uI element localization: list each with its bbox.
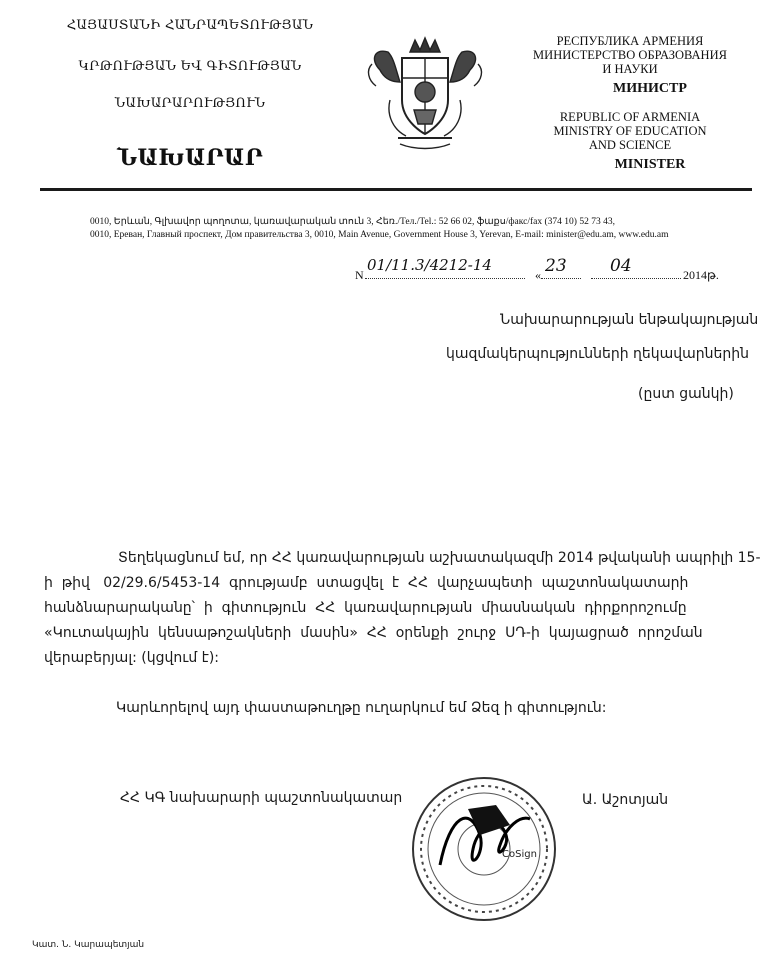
header-ru-line2: МИНИСТЕРСТВО ОБРАЗОВАНИЯ [533,48,727,62]
header-ru-line1: РЕСПУБЛИКА АРМЕНИЯ [556,34,704,48]
recipient-line2: կազմակերպությունների ղեկավարներին [446,346,750,362]
body-p1-line3: հանձնարարականը՝ ի գիտություն ՀՀ կառավարության միասնական դիրքորոշումը [44,600,687,616]
reference-year: 2014թ. [683,268,719,282]
header-en-line2: MINISTRY OF EDUCATION [553,124,707,138]
reference-number-underline [365,278,525,279]
reference-month: 04 [610,256,632,276]
header-right [530,34,730,172]
header-en-title: MINISTER [614,157,686,172]
signature-name: Ա. Աշոտյան [582,792,669,808]
reference-date-prefix: « [535,268,541,282]
body-p1-line4: «Կուտակային կենսաթոշակների մասին» ՀՀ օրենքի շուրջ ՍԴ-ի կայացրած որոշման [44,625,703,641]
header-divider [40,188,752,191]
reference-month-underline [591,278,681,279]
header-en-line3: AND SCIENCE [588,138,672,152]
body-p1-line5: վերաբերյալ: (կցվում է): [44,650,220,666]
reference-day-underline [541,278,581,279]
header-left-line3: ՆԱԽԱՐԱՐՈՒԹՅՈՒՆ [114,96,266,111]
coat-of-arms-emblem [360,30,490,160]
header-ru-title: МИНИСТР [613,81,687,96]
executor-note: Կատ. Ն. Կարապետյան [32,940,145,950]
body-p1-line1: Տեղեկացնում եմ, որ ՀՀ կառավարության աշխատակազմի 2014 թվականի ապրիլի 15- [118,550,761,566]
signature-position: ՀՀ ԿԳ նախարարի պաշտոնակատար [120,790,403,806]
address-line2: 0010, Ереван, Главный проспект, Дом правительства 3, 0010, Main Avenue, Government House 3, Yerevan, E-mail: minister@edu.am, www.edu.am [90,230,669,240]
reference-prefix: N [355,268,364,282]
body-paragraph-1 [44,546,761,671]
recipient-line3: (ըստ ցանկի) [638,386,734,402]
header-ru-line3: И НАУКИ [602,62,658,76]
reference-number: 01/11.3/4212-14 [367,256,492,274]
recipient-line1: Նախարարության ենթակայության [500,312,759,328]
reference-day: 23 [545,256,567,276]
cosign-label: CoSign [502,849,537,860]
header-en-line1: REPUBLIC OF ARMENIA [559,110,701,124]
reference-line [355,256,719,286]
body-paragraph-2: Կարևորելով այդ փաստաթուղթը ուղարկում եմ Ձեզ ի գիտություն: [116,700,607,716]
header-left-line2: ԿՐԹՈՒԹՅԱՆ ԵՎ ԳԻՏՈՒԹՅԱՆ [78,59,302,74]
header-left-title: ՆԱԽԱՐԱՐ [116,145,264,171]
official-seal-stamp [410,775,558,923]
body-p1-line2: ի թիվ 02/29.6/5453-14 գրությամբ ստացվել է ՀՀ վարչապետի պաշտոնակատարի [44,575,689,591]
address-line1: 0010, Երևան, Գլխավոր պողոտա, կառավարական տուն 3, Հեռ./Тел./Tel.: 52 66 02, ֆաքս/факс/fax (374 10) 52 73 43, [90,217,615,227]
header-left-line1: ՀԱՅԱՍՏԱՆԻ ՀԱՆՐԱՊԵՏՈՒԹՅԱՆ [66,18,314,33]
